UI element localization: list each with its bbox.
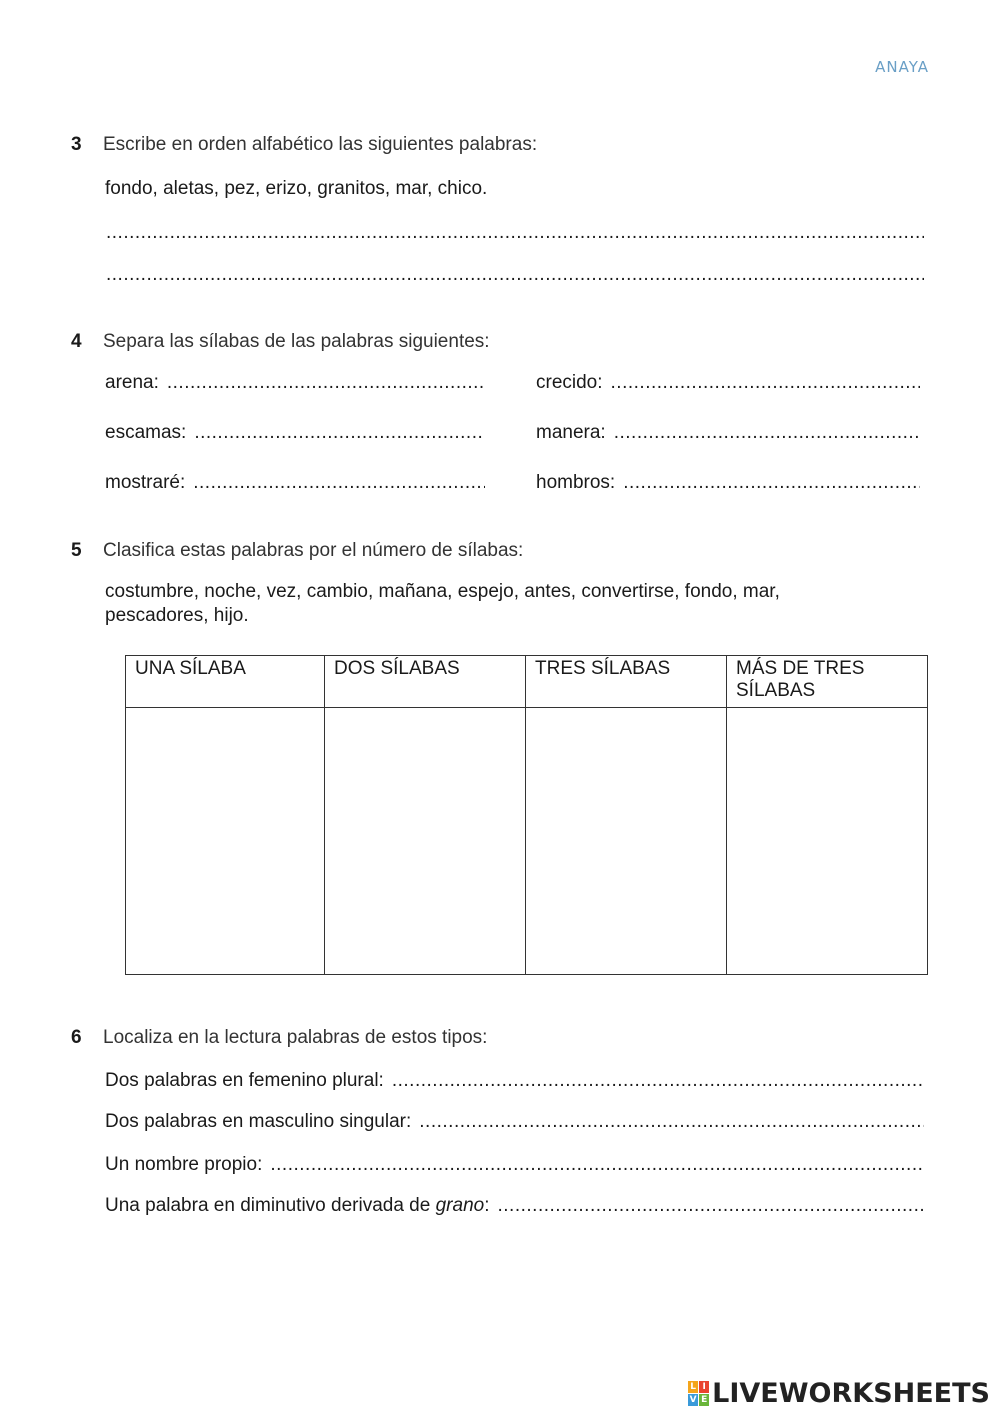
answer-line-q3-1[interactable] [106,222,924,244]
liveworksheets-logo [688,1378,990,1409]
question-4-number: 4 [71,331,82,352]
syllable-item-manera [536,422,920,444]
syllable-word: mostraré: [105,472,186,493]
syllable-word: arena: [105,372,159,393]
syllable-answer-line[interactable] [623,472,920,494]
question-5-number: 5 [71,540,82,561]
locate-item-masculine-singular [105,1111,924,1133]
column-header-three-syllables: TRES SÍLABAS [526,656,727,708]
syllable-item-arena [105,372,485,394]
question-6-prompt: Localiza en la lectura palabras de estos tipos: [103,1027,488,1048]
question-6-number: 6 [71,1027,82,1048]
liveworksheets-mark-icon: L I V E [689,1382,708,1405]
locate-answer-line[interactable] [419,1111,924,1133]
locate-label: Una palabra en diminutivo derivada de grano: [105,1195,490,1216]
question-3-words: fondo, aletas, pez, erizo, granitos, mar, chico. [105,178,488,199]
syllable-item-mostrare [105,472,485,494]
answer-cell-more-than-three[interactable] [727,708,928,975]
syllable-word: manera: [536,422,606,443]
locate-answer-line[interactable] [270,1154,924,1176]
syllable-word: escamas: [105,422,187,443]
locate-label: Un nombre propio: [105,1154,263,1175]
locate-item-proper-noun [105,1154,924,1176]
syllable-item-escamas [105,422,485,444]
answer-cell-one-syllable[interactable] [126,708,325,975]
syllable-answer-line[interactable] [611,372,920,394]
locate-answer-line[interactable] [498,1195,925,1217]
syllable-classification-table [125,655,928,975]
syllable-item-hombros [536,472,920,494]
locate-item-feminine-plural [105,1070,924,1092]
question-5-prompt: Clasifica estas palabras por el número de sílabas: [103,540,524,561]
syllable-answer-line[interactable] [614,422,920,444]
answer-line-q3-2[interactable] [106,264,924,286]
question-5-words-line-2: pescadores, hijo. [105,605,249,626]
locate-label: Dos palabras en masculino singular: [105,1111,412,1132]
question-3-prompt: Escribe en orden alfabético las siguientes palabras: [103,134,538,155]
locate-label: Dos palabras en femenino plural: [105,1070,384,1091]
locate-answer-line[interactable] [392,1070,924,1092]
syllable-word: hombros: [536,472,616,493]
syllable-answer-line[interactable] [194,422,485,444]
locate-item-diminutive [105,1195,924,1217]
column-header-more-than-three: MÁS DE TRES SÍLABAS [727,656,928,708]
syllable-word: crecido: [536,372,603,393]
syllable-answer-line[interactable] [193,472,485,494]
column-header-two-syllables: DOS SÍLABAS [325,656,526,708]
question-4-prompt: Separa las sílabas de las palabras siguientes: [103,331,490,352]
syllable-item-crecido [536,372,920,394]
column-header-one-syllable: UNA SÍLABA [126,656,325,708]
italic-word-grano: grano [435,1195,485,1216]
answer-cell-three-syllables[interactable] [526,708,727,975]
question-5-words-line-1: costumbre, noche, vez, cambio, mañana, espejo, antes, convertirse, fondo, mar, [105,581,780,602]
question-3-number: 3 [71,134,82,155]
liveworksheets-wordmark: LIVEWORKSHEETS [712,1378,990,1409]
syllable-answer-line[interactable] [167,372,485,394]
publisher-logo: ANAYA [875,58,929,76]
answer-cell-two-syllables[interactable] [325,708,526,975]
